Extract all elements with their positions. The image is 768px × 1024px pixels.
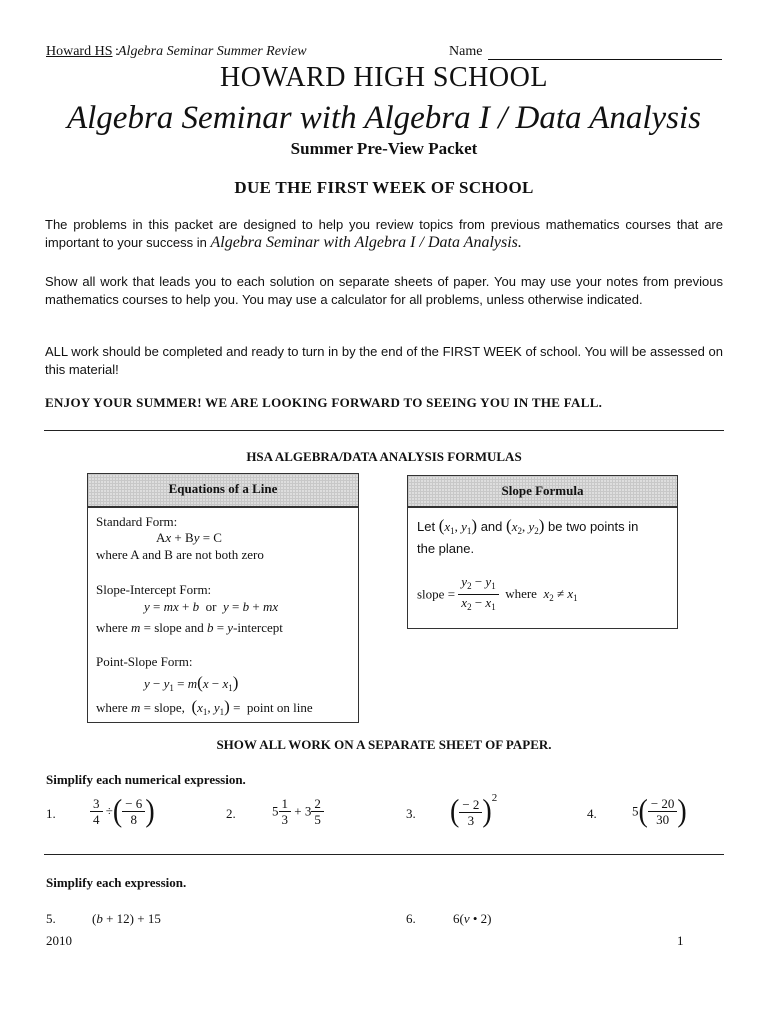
intro-p1-course: Algebra Seminar with Algebra I / Data Analysis. bbox=[210, 234, 522, 251]
enjoy-line: ENJOY YOUR SUMMER! WE ARE LOOKING FORWARD TO SEEING YOU IN THE FALL. bbox=[45, 395, 603, 410]
point-slope-label: Point-Slope Form: bbox=[96, 654, 193, 669]
header-doc-title: Algebra Seminar Summer Review bbox=[118, 44, 307, 59]
slope-box bbox=[407, 507, 678, 629]
due-heading: DUE THE FIRST WEEK OF SCHOOL bbox=[234, 178, 534, 197]
divider-rule-2 bbox=[44, 854, 724, 855]
header-school-short: Howard HS bbox=[46, 44, 113, 59]
problem-5-expression: (b + 12) + 15 bbox=[92, 911, 161, 926]
intro-paragraph-1 bbox=[45, 216, 723, 252]
name-blank-line bbox=[488, 58, 722, 60]
problem-1-number: 1. bbox=[46, 806, 56, 821]
equations-box bbox=[87, 507, 359, 723]
problem-3-expression: ( $\frac{- 2}{3}$ )$^2$ bbox=[450, 792, 498, 830]
problem-3-number: 3. bbox=[406, 806, 416, 821]
point-slope-equation: $y - y_1 = m(x - x_1)$ bbox=[144, 673, 239, 693]
equations-box-title: Equations of a Line bbox=[87, 473, 359, 507]
problem-4-expression: 5( $\frac{- 20}{30}$ ) bbox=[632, 793, 687, 829]
problem-2-expression: 5 $\frac{1}{3}$ + 3 $\frac{2}{5}$ bbox=[272, 796, 324, 827]
packet-subtitle: Summer Pre-View Packet bbox=[290, 139, 478, 158]
standard-form-equation: Ax + By = C bbox=[156, 530, 222, 545]
formulas-heading: HSA ALGEBRA/DATA ANALYSIS FORMULAS bbox=[246, 449, 522, 464]
slope-formula: slope = $\frac{y_2 - y_1}{x_2 - x_1}$ where $x_2 \ne x_1$ bbox=[417, 574, 578, 612]
standard-form-label: Standard Form: bbox=[96, 514, 178, 529]
problem-2-number: 2. bbox=[226, 806, 236, 821]
name-label: Name bbox=[449, 44, 483, 59]
slope-box-line-1: Let ($x_1$, $y_1$) and ($x_2$, $y_2$) be two points in bbox=[417, 516, 639, 536]
school-title: HOWARD HIGH SCHOOL bbox=[220, 62, 548, 93]
divider-rule bbox=[44, 430, 724, 431]
problem-6-expression: 6(v • 2) bbox=[453, 911, 492, 926]
problem-6-number: 6. bbox=[406, 911, 416, 926]
section-2-heading: Simplify each expression. bbox=[46, 875, 187, 890]
header-separator: : bbox=[115, 44, 119, 59]
problem-4-number: 4. bbox=[587, 806, 597, 821]
slope-box-title: Slope Formula bbox=[407, 475, 678, 507]
course-title: Algebra Seminar with Algebra I / Data Analysis bbox=[66, 100, 701, 136]
point-slope-where: where m = slope, ($x_1$, $y_1$) = point on line bbox=[96, 697, 313, 717]
section-1-heading: Simplify each numerical expression. bbox=[46, 772, 246, 787]
footer-page-number: 1 bbox=[677, 933, 684, 948]
problem-1-expression: $\frac{3}{4}$ ÷( $\frac{- 6}{8}$ ) bbox=[90, 796, 155, 827]
problem-5-number: 5. bbox=[46, 911, 56, 926]
intro-p1-text: The problems in this packet are designed to help you review topics from previous mathematics courses that are important to your success in bbox=[45, 217, 723, 250]
slope-intercept-label: Slope-Intercept Form: bbox=[96, 582, 212, 597]
slope-intercept-equation: y = mx + b or y = b + mx bbox=[144, 599, 279, 614]
slope-box-line-2: the plane. bbox=[417, 541, 475, 556]
show-all-work-heading: SHOW ALL WORK ON A SEPARATE SHEET OF PAPER. bbox=[216, 737, 552, 752]
footer-year: 2010 bbox=[46, 933, 72, 948]
intro-paragraph-2: Show all work that leads you to each solution on separate sheets of paper. You may use your notes from previous mathematics courses to help you. You may use a calculator for all problems, unless otherwise indicated. bbox=[45, 274, 723, 307]
intro-paragraph-3: ALL work should be completed and ready to turn in by the end of the FIRST WEEK of school. You will be assessed on this material! bbox=[45, 344, 723, 377]
standard-form-where: where A and B are not both zero bbox=[96, 547, 264, 562]
slope-intercept-where: where m = slope and b = y-intercept bbox=[96, 620, 283, 635]
